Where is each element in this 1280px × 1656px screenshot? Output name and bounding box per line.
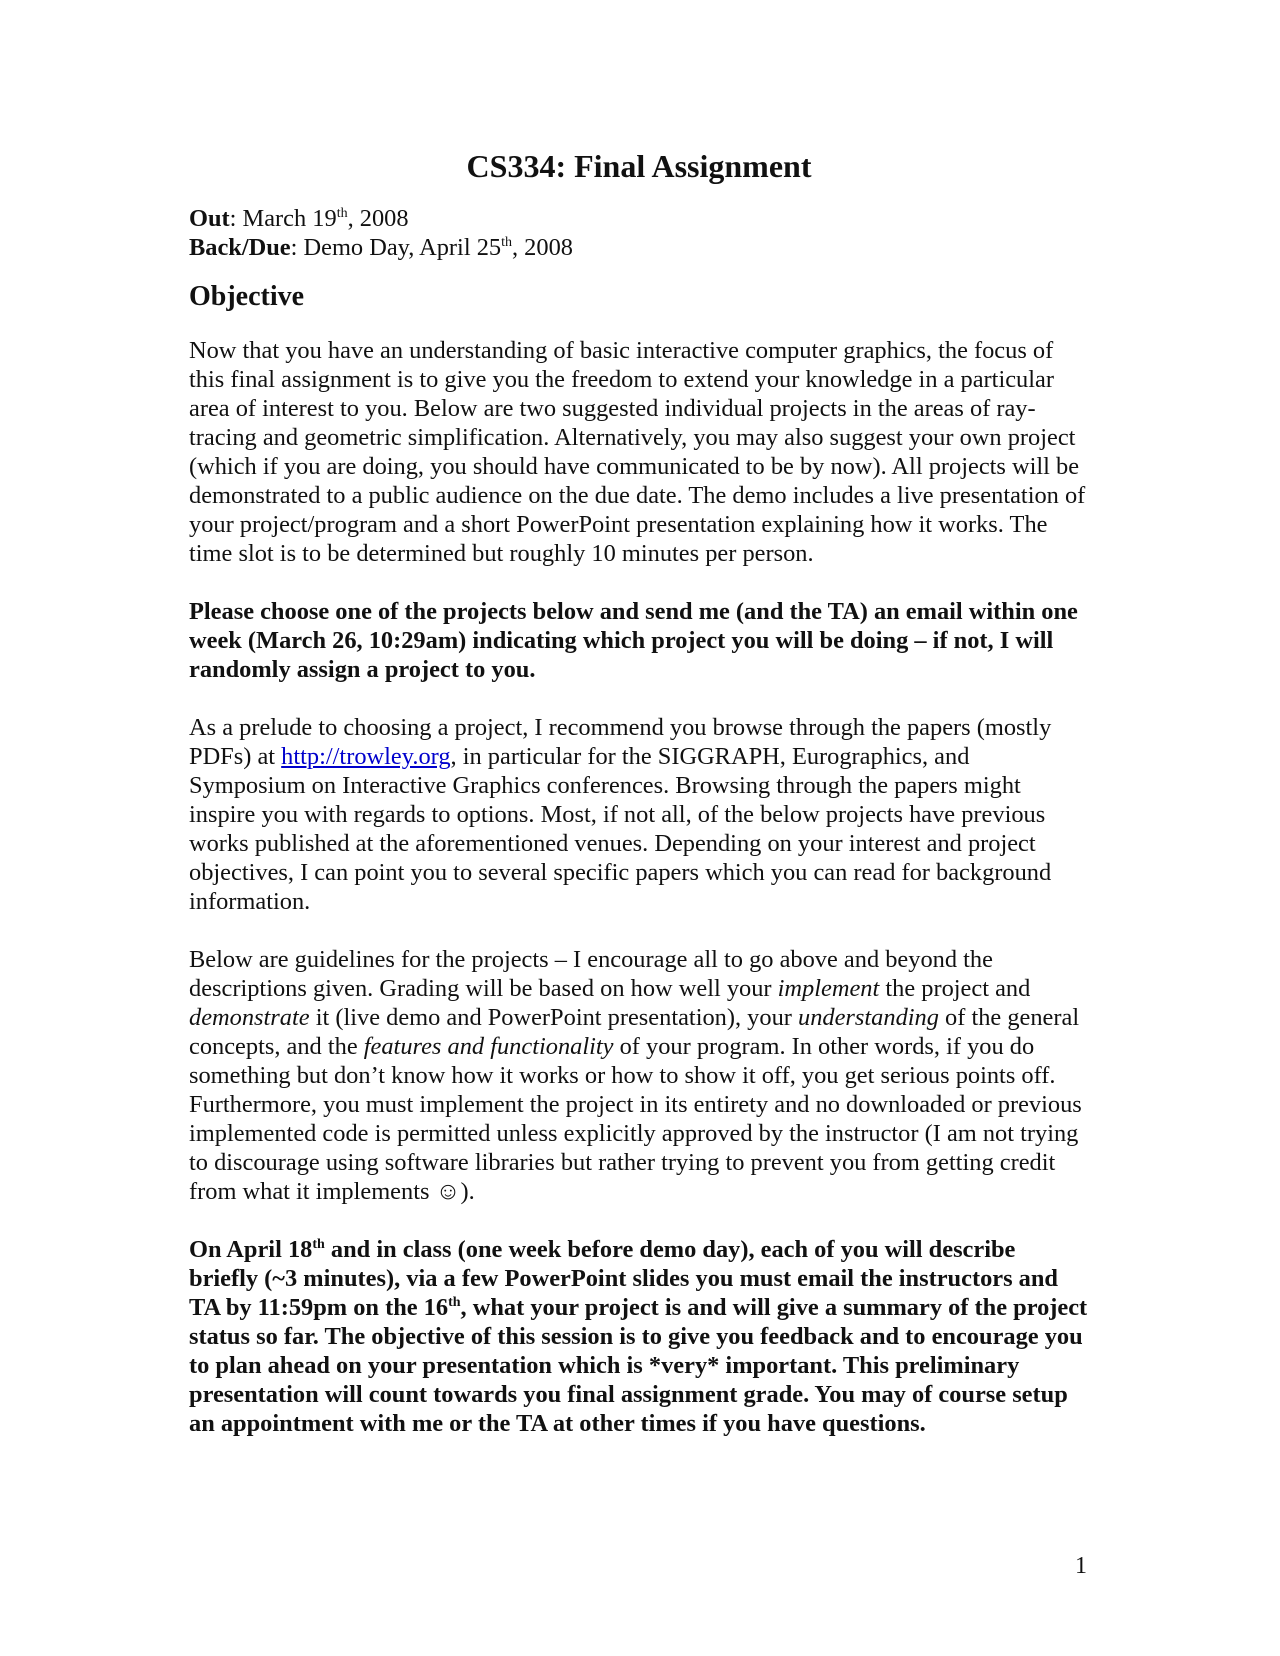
prelude-text-after-link: , in particular for the SIGGRAPH, Eurographics, and Symposium on Interactive Graphics conferences. Browsing through the papers might inspire you with regards to options. Most, if not all, of the below projects have previous works published at the aforementioned venues. Depending on your interest and project objectives, I can point you to several specific papers which you can read for background information.	[189, 743, 1052, 915]
guidelines-italic-understanding: understanding	[798, 1004, 939, 1031]
april-text-2: and in class (one week before demo day), each of you will describe briefly (~3 minutes), via a few PowerPoint slides you must email the instructors and TA by 11:59pm on the 16	[189, 1236, 1058, 1321]
out-date-text: : March 19	[229, 205, 337, 232]
prelude-paragraph	[189, 713, 1089, 916]
guidelines-paragraph	[189, 945, 1089, 1206]
objective-heading: Objective	[189, 281, 305, 312]
guidelines-text-5: of your program. In other words, if you do something but don’t know how it works or how to show it off, you get serious points off. Furthermore, you must implement the project in its entirety and no downloaded or previous implemented code is permitted unless explicitly approved by the instructor (I am not trying to discourage using software libraries but rather trying to prevent you from getting credit from what it implements	[189, 1033, 1082, 1205]
due-label: Back/Due	[189, 234, 291, 261]
april-text-1: On April 18	[189, 1236, 313, 1263]
prelude-text-before-link: As a prelude to choosing a project, I recommend you browse through the papers (mostly PDFs) at	[189, 714, 1052, 770]
document-body	[189, 146, 1089, 1467]
guidelines-text-2: the project and	[879, 975, 1031, 1002]
smiley-icon: ☺	[435, 1178, 461, 1205]
out-label: Out	[189, 205, 230, 232]
page-number: 1	[1075, 1553, 1087, 1579]
deadline-date-suffix: th	[448, 1295, 461, 1310]
page-title: CS334: Final Assignment	[466, 148, 812, 184]
out-date-line	[189, 204, 1089, 233]
guidelines-italic-features: features and functionality	[363, 1033, 614, 1060]
april-text-3: , what your project is and will give a summary of the project status so far. The objective of this session is to give you feedback and to encourage you to plan ahead on your presentation which is *very* important. This preliminary presentation will count towards you final assignment grade. You may of course setup an appointment with me or the TA at other times if you have questions.	[189, 1294, 1088, 1437]
due-date-suffix: th	[501, 235, 512, 250]
guidelines-italic-implement: implement	[777, 975, 880, 1002]
objective-paragraph: Now that you have an understanding of basic interactive computer graphics, the focus of this final assignment is to give you the freedom to extend your knowledge in a particular area of interest to you. Below are two suggested individual projects in the areas of ray-tracing and geometric simplification. Alternatively, you may also suggest your own project (which if you are doing, you should have communicated to be by now). All projects will be demonstrated to a public audience on the due date. The demo includes a live presentation of your project/program and a short PowerPoint presentation explaining how it works. The time slot is to be determined but roughly 10 minutes per person.	[189, 337, 1086, 567]
due-date-text: : Demo Day, April 25	[290, 234, 502, 261]
out-date-suffix: th	[336, 206, 348, 221]
due-date-year: , 2008	[511, 234, 573, 261]
guidelines-text-3: it (live demo and PowerPoint presentation), your	[309, 1004, 798, 1031]
april-date-suffix: th	[312, 1237, 325, 1252]
guidelines-text-4: of the general concepts, and the	[189, 1004, 1080, 1060]
april-presentation-notice	[189, 1235, 1089, 1438]
trowley-link[interactable]: http://trowley.org	[281, 743, 451, 770]
due-date-line	[189, 233, 1089, 262]
guidelines-italic-demonstrate: demonstrate	[189, 1004, 310, 1031]
guidelines-text-6: ).	[460, 1178, 475, 1205]
project-choice-notice: Please choose one of the projects below and send me (and the TA) an email within one week (March 26, 10:29am) indicating which project you will be doing – if not, I will randomly assign a project to you.	[189, 598, 1078, 683]
guidelines-text-1: Below are guidelines for the projects – I encourage all to go above and beyond the descriptions given. Grading will be based on how well your	[189, 946, 993, 1002]
out-date-year: , 2008	[347, 205, 409, 232]
